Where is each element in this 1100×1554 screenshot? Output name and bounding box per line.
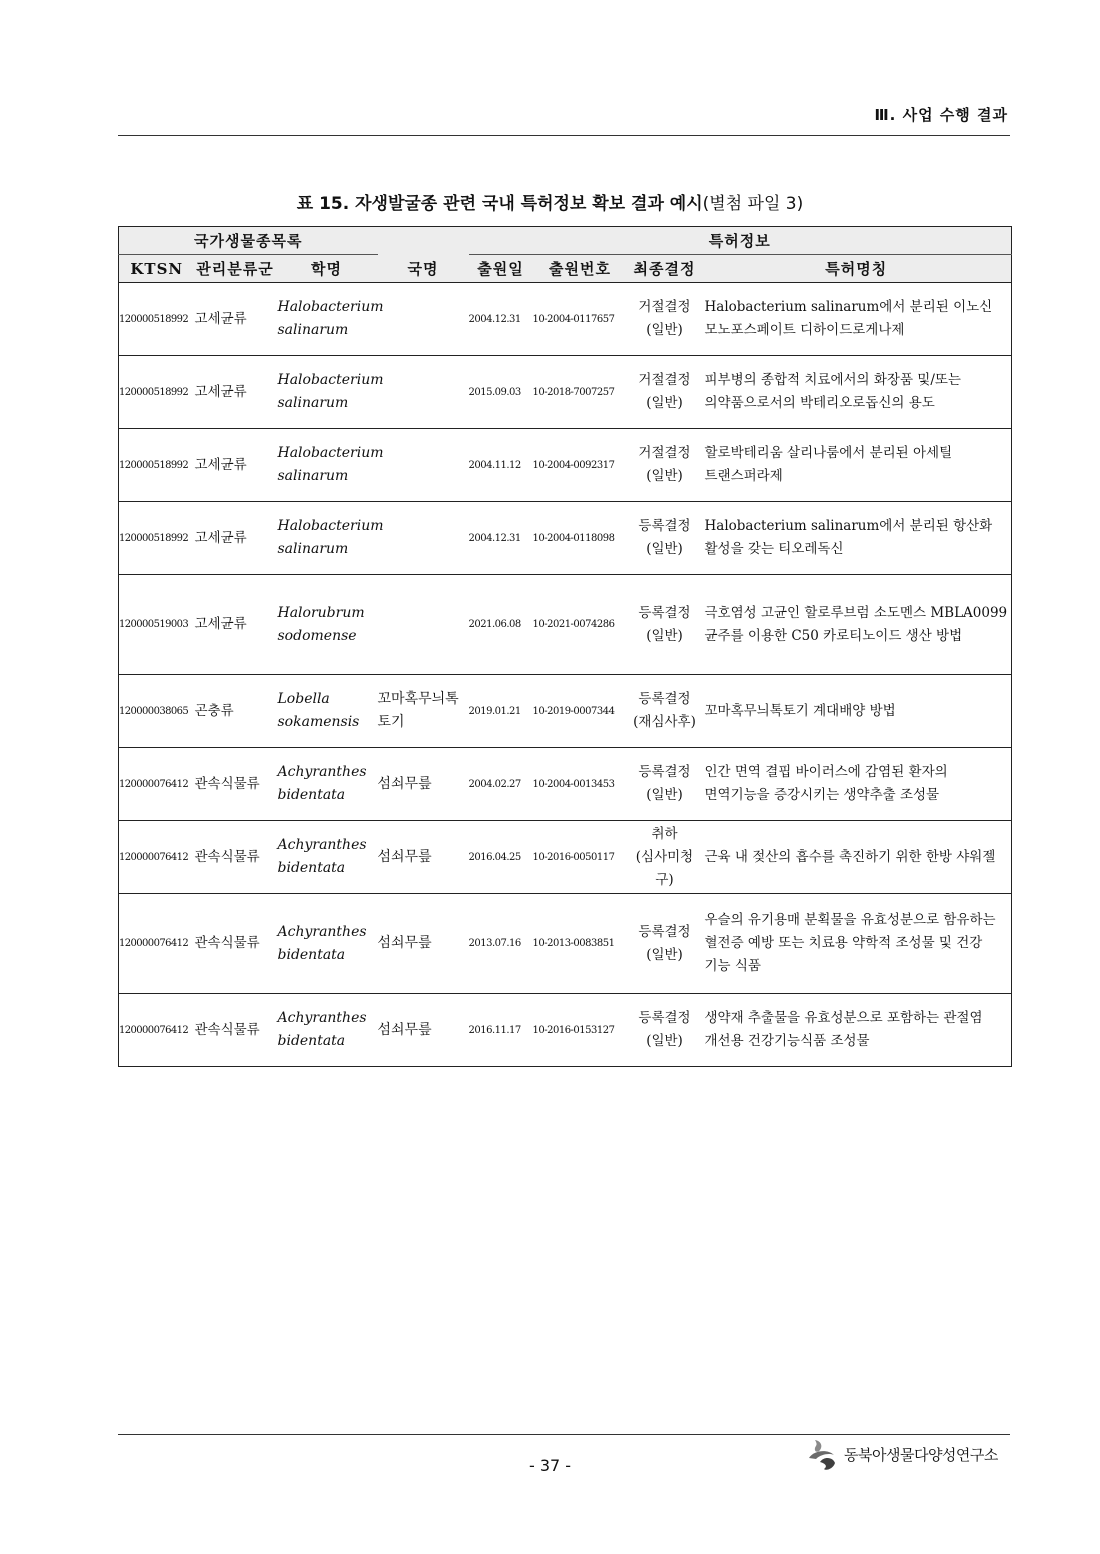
decision-type: (일반) [646,541,683,557]
cell-ktsn: 120000518992 [119,429,195,502]
decision-type: (일반) [646,946,683,963]
institute-logo [806,1436,998,1472]
cell-korean-name: 섬쇠무릎 [378,821,469,894]
cell-final-decision [628,748,702,821]
table-row [119,502,1012,575]
scientific-species: bidentata [277,860,346,876]
cell-ktsn: 120000076412 [119,994,195,1067]
table-row [119,894,1012,994]
cell-patent-title: 우슬의 유기용매 분획물을 유효성분으로 함유하는 혈전증 예방 또는 치료용 약학적 조성물 및 건강 기능 식품 [702,894,1012,994]
col-header-korean-name: 국명 [378,255,469,283]
scientific-genus: Achyranthes [277,923,367,940]
cell-class: 고세균류 [195,429,276,502]
cell-class: 고세균류 [195,502,276,575]
cell-ktsn: 120000518992 [119,356,195,429]
cell-final-decision [628,994,702,1067]
cell-ktsn: 120000076412 [119,821,195,894]
cell-class: 관속식물류 [195,994,276,1067]
cell-filing-date: 2004.12.31 [469,502,533,575]
cell-application-number: 10-2019-0007344 [533,675,628,748]
scientific-genus: Achyranthes [277,764,367,780]
scientific-genus: Halorubrum [277,604,365,621]
table-row [119,429,1012,502]
cell-patent-title: 생약재 추출물을 유효성분으로 포함하는 관절염 개선용 건강기능식품 조성물 [702,994,1012,1067]
scientific-species: salinarum [277,541,349,557]
decision-status: 거절결정 [638,299,691,315]
decision-type: (일반) [646,322,683,338]
cell-patent-title: 인간 면역 결핍 바이러스에 감염된 환자의 면역기능을 증강시키는 생약추출 조성물 [702,748,1012,821]
cell-korean-name: 섬쇠무릎 [378,894,469,994]
cell-filing-date: 2021.06.08 [469,575,533,675]
cell-scientific-name [276,575,378,675]
cell-filing-date: 2015.09.03 [469,356,533,429]
cell-korean-name: 섬쇠무릎 [378,748,469,821]
group-header-species: 국가생물종목록 [119,227,378,255]
decision-status: 등록결정 [638,1010,691,1026]
col-header-application-number: 출원번호 [533,255,628,283]
cell-final-decision [628,675,702,748]
cell-filing-date: 2013.07.16 [469,894,533,994]
col-header-scientific-name: 학명 [276,255,378,283]
scientific-genus: Achyranthes [277,1010,367,1026]
cell-patent-title: Halobacterium salinarum에서 분리된 항산화 활성을 갖는 티오레독신 [702,502,1012,575]
decision-type: (재심사후) [633,714,696,730]
cell-patent-title: 꼬마혹무늬톡토기 계대배양 방법 [702,675,1012,748]
cell-class: 고세균류 [195,283,276,356]
cell-ktsn: 120000076412 [119,894,195,994]
decision-status: 거절결정 [638,372,691,388]
scientific-genus: Halobacterium [277,445,384,461]
table-row [119,356,1012,429]
cell-application-number: 10-2004-0013453 [533,748,628,821]
cell-final-decision [628,356,702,429]
cell-final-decision [628,429,702,502]
decision-status: 등록결정 [638,691,691,707]
decision-status: 등록결정 [638,518,691,534]
table-caption [0,189,1100,214]
decision-type: (일반) [646,627,683,644]
cell-korean-name [378,502,469,575]
cell-scientific-name [276,502,384,575]
cell-ktsn: 120000038065 [119,675,195,748]
footer-divider [118,1434,1010,1435]
cell-class: 고세균류 [195,575,276,675]
decision-type: (일반) [646,1033,683,1049]
patent-table [118,226,1012,1067]
group-header-patent: 특허정보 [469,227,1012,255]
cell-ktsn: 120000519003 [119,575,195,675]
decision-type: (일반) [646,395,683,411]
caption-note: (별첨 파일 3) [702,194,804,214]
cell-final-decision [628,283,702,356]
cell-patent-title: 할로박테리움 살리나룸에서 분리된 아세틸 트랜스퍼라제 [702,429,1012,502]
cell-filing-date: 2019.01.21 [469,675,533,748]
cell-scientific-name [276,821,378,894]
scientific-species: salinarum [277,468,349,484]
cell-application-number: 10-2016-0050117 [533,821,628,894]
cell-patent-title: 극호염성 고균인 할로루브럼 소도멘스 MBLA0099 균주를 이용한 C50 카로티노이드 생산 방법 [702,575,1012,675]
col-header-patent-title: 특허명칭 [702,255,1012,283]
cell-final-decision [628,894,702,994]
cell-ktsn: 120000518992 [119,283,195,356]
cell-final-decision [628,821,702,894]
cell-class: 관속식물류 [195,894,276,994]
cell-application-number: 10-2018-7007257 [533,356,628,429]
cell-scientific-name [276,894,378,994]
cell-korean-name: 섬쇠무릎 [378,994,469,1067]
scientific-genus: Halobacterium [277,518,384,534]
cell-filing-date: 2004.12.31 [469,283,533,356]
decision-type: (심사미청구) [635,848,694,888]
cell-scientific-name [276,748,378,821]
cell-application-number: 10-2004-0092317 [533,429,628,502]
scientific-species: bidentata [277,787,346,803]
cell-korean-name [378,283,469,356]
cell-application-number: 10-2016-0153127 [533,994,628,1067]
cell-filing-date: 2016.11.17 [469,994,533,1067]
cell-final-decision [628,502,702,575]
decision-status: 취하 [651,825,678,842]
cell-filing-date: 2004.11.12 [469,429,533,502]
cell-application-number: 10-2004-0118098 [533,502,628,575]
decision-status: 거절결정 [638,445,691,461]
decision-type: (일반) [646,468,683,484]
cell-korean-name [378,356,469,429]
cell-class: 관속식물류 [195,821,276,894]
cell-filing-date: 2016.04.25 [469,821,533,894]
cell-korean-name [378,575,469,675]
cell-application-number: 10-2021-0074286 [533,575,628,675]
cell-scientific-name [276,429,384,502]
caption-title: 표 15. 자생발굴종 관련 국내 특허정보 확보 결과 예시 [296,194,703,214]
col-header-final-decision: 최종결정 [628,255,702,283]
group-header-gap [378,227,469,255]
cell-scientific-name [276,356,384,429]
cell-patent-title: 근육 내 젖산의 흡수를 촉진하기 위한 한방 샤워젤 [702,821,1012,894]
table-row [119,675,1012,748]
decision-type: (일반) [646,787,683,803]
scientific-species: sodomense [277,627,357,644]
cell-korean-name: 꼬마혹무늬톡토기 [378,675,469,748]
scientific-genus: Halobacterium [277,299,384,315]
cell-class: 곤충류 [195,675,276,748]
cell-patent-title: Halobacterium salinarum에서 분리된 이노신 모노포스페이트 디하이드로게나제 [702,283,1012,356]
decision-status: 등록결정 [638,764,691,780]
col-header-ktsn: KTSN [119,255,195,283]
scientific-species: bidentata [277,946,346,963]
scientific-species: sokamensis [277,714,360,730]
cell-class: 관속식물류 [195,748,276,821]
table-row [119,994,1012,1067]
cell-ktsn: 120000518992 [119,502,195,575]
cell-patent-title: 피부병의 종합적 치료에서의 화장품 및/또는 의약품으로서의 박테리오로돕신의 용도 [702,356,1012,429]
scientific-species: salinarum [277,322,349,338]
cell-scientific-name [276,283,384,356]
decision-status: 등록결정 [638,923,691,940]
header-divider [118,135,1010,136]
cell-application-number: 10-2013-0083851 [533,894,628,994]
col-header-filing-date: 출원일 [469,255,533,283]
page-number: - 37 - [528,1456,572,1475]
section-title: Ⅲ. 사업 수행 결과 [874,106,1008,124]
institute-logo-icon [806,1436,842,1472]
cell-korean-name [378,429,469,502]
decision-status: 등록결정 [638,604,691,621]
scientific-genus: Halobacterium [277,372,384,388]
scientific-genus: Lobella [277,691,330,707]
table-row [119,283,1012,356]
table-row [119,748,1012,821]
cell-filing-date: 2004.02.27 [469,748,533,821]
scientific-species: bidentata [277,1033,346,1049]
table-row [119,575,1012,675]
cell-application-number: 10-2004-0117657 [533,283,628,356]
cell-scientific-name [276,994,378,1067]
cell-scientific-name [276,675,378,748]
cell-ktsn: 120000076412 [119,748,195,821]
scientific-species: salinarum [277,395,349,411]
institute-name: 동북아생물다양성연구소 [844,1445,998,1464]
cell-final-decision [628,575,702,675]
table-row [119,821,1012,894]
cell-class: 고세균류 [195,356,276,429]
col-header-class: 관리분류군 [195,255,276,283]
scientific-genus: Achyranthes [277,837,367,853]
